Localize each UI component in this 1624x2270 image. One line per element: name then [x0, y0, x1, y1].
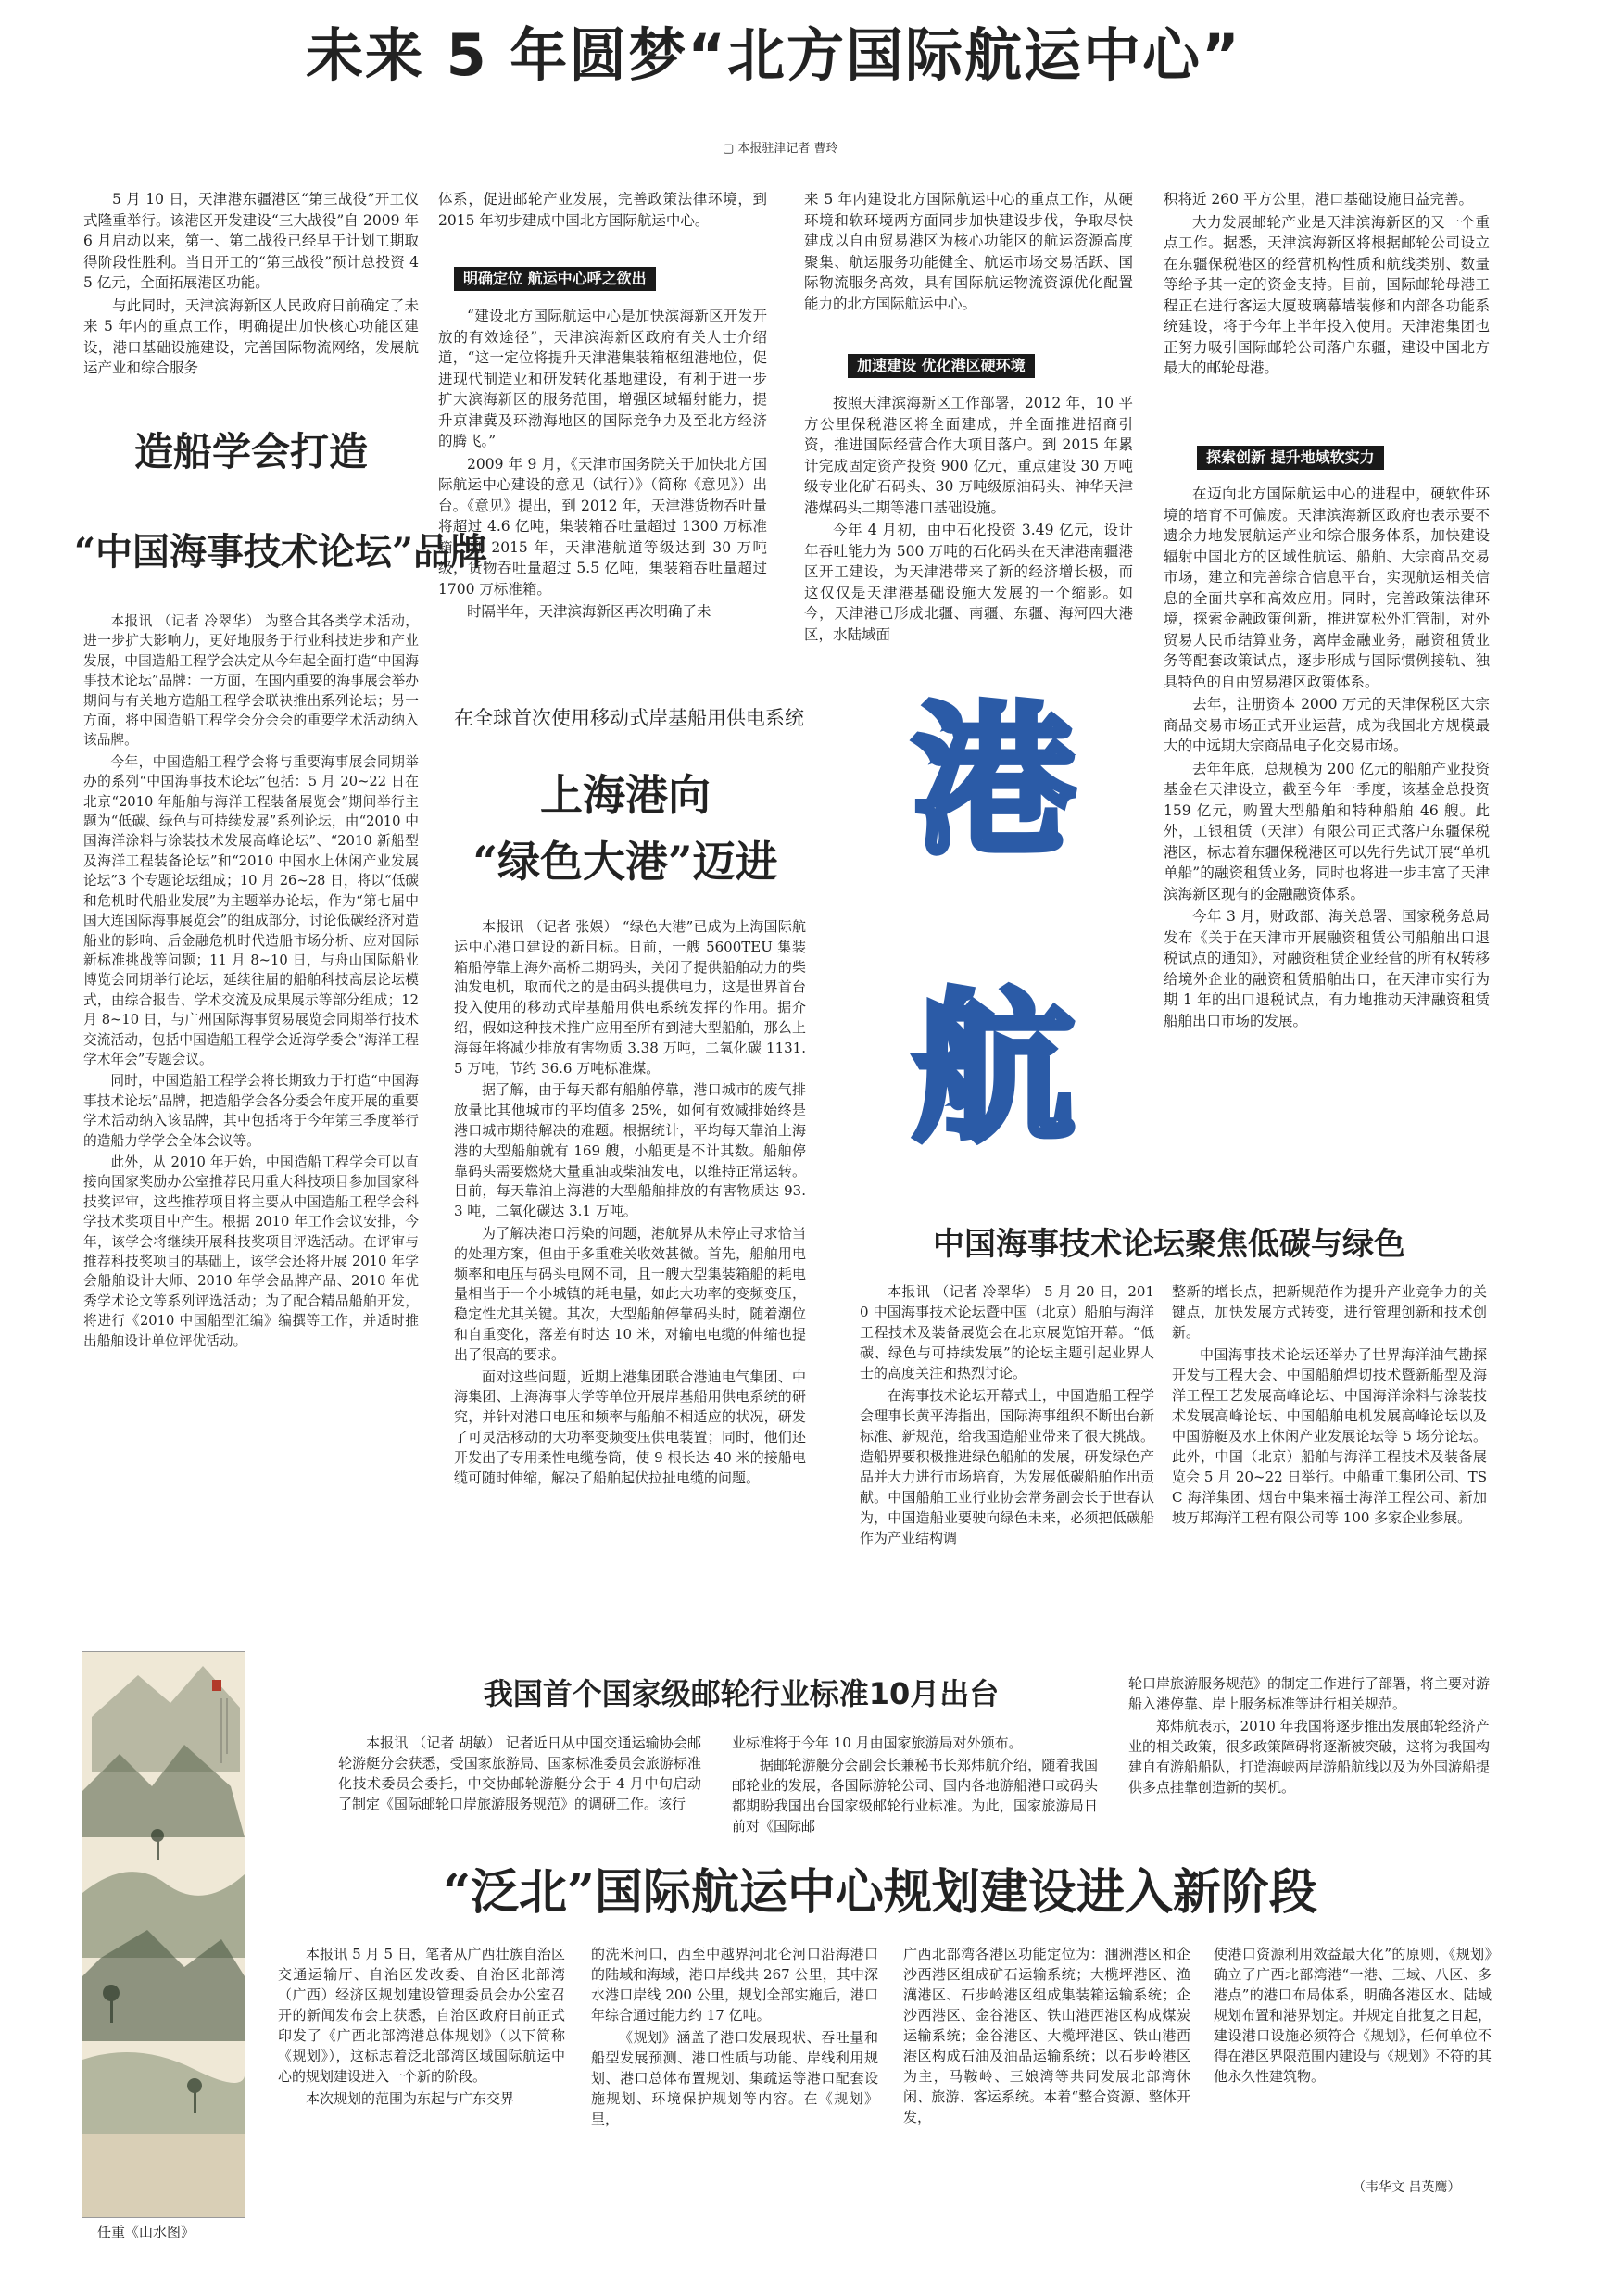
paragraph: 按照天津滨海新区工作部署，2012 年，10 平方公里保税港区将全面建成，并全面推进招商引资，推进国际经营合作大项目落户。到 2015 年累计完成固定资产投资 900 亿元，重点建设 30 万吨级专业化矿石码头、30 万吨级原油码头、神华天津港煤码头二期等港口基础设施。	[804, 395, 1133, 516]
paragraph: 整新的增长点，把新规范作为提升产业竞争力的关键点，加快发展方式转变，进行管理创新和技术创新。	[1172, 1283, 1487, 1341]
paragraph: 今年，中国造船工程学会将与重要海事展会同期举办的系列“中国海事技术论坛”包括：5 月 20~22 日在北京“2010 年船舶与海洋工程装备展览会”期间举行主题为“低碳、绿色与可持续发展”系列论坛，由“2010 中国海洋涂料与涂装技术发展高峰论坛”、“2010 新船型及海洋工程装备论坛”和“2010 中国水上休闲产业发展论坛”3 个专题论坛组成；10 月 26~28 日，将以“低碳和危机时代船业发展”为主题举办论坛，作为“第七届中国大连国际海事展览会”的组成部分，讨论低碳经济对造船业的影响、后金融危机时代造船市场分析、应对国际新标准挑战等问题；11 月 8~10 日，与舟山国际船业博览会同期举行论坛，延续往届的船舶科技高层论坛模式，由综合报告、学术交流及成果展示等部分组成；12 月 8~10 日，与广州国际海事贸易展览会同期举行技术交流活动，包括中国造船工程学会近海学委会“海洋工程学术年会”专题会议。	[83, 753, 419, 1067]
paragraph: 在海事技术论坛开幕式上，中国造船工程学会理事长黄平涛指出，国际海事组织不断出台新标准、新规范，给我国造船业带来了很大挑战。造船界要积极推进绿色船舶的发展，研发绿色产品并大力进行市场培育，为发展低碳船舶作出贡献。中国船舶工业行业协会常务副会长于世春认为，中国造船业要驶向绿色未来，必须把低碳船作为产业结构调	[860, 1387, 1154, 1546]
cruise-article-col2	[732, 1733, 1098, 1838]
painting-caption: 任重《山水图》	[97, 2224, 195, 2240]
paragraph: 本报讯 （记者 冷翠华） 5 月 20 日，2010 中国海事技术论坛暨中国（北京）船舶与海洋工程技术及装备展览会在北京展览馆开幕。“低碳、绿色与可持续发展”的论坛主题引起业界人士的高度关注和热烈讨论。	[860, 1283, 1154, 1381]
paragraph: 本报讯 （记者 张娱） “绿色大港”已成为上海国际航运中心港口建设的新目标。日前，一艘 5600TEU 集装箱船停靠上海外高桥二期码头，关闭了提供船舶动力的柴油发电机，取而代之的是由码头提供电力，这是世界首台投入使用的移动式岸基船用供电系统发挥的作用。据介绍，假如这种技术推广应用至所有到港大型船舶，那么上海每年将减少排放有害物质 3.38 万吨，二氧化碳 1131.5 万吨，节约 36.6 万吨标准煤。	[454, 918, 806, 1077]
paragraph: 大力发展邮轮产业是天津滨海新区的又一个重点工作。据悉，天津滨海新区将根据邮轮公司设立在东疆保税港区的经营机构性质和航线类别、数量等给予其一定的资金支持。目前，国际邮轮母港工程正在进行客运大厦玻璃幕墙装修和内部各功能系统建设，将于今年上半年投入使用。天津港集团也正努力吸引国际邮轮公司落户东疆，建设中国北方最大的邮轮母港。	[1164, 213, 1490, 376]
paragraph: 时隔半年，天津滨海新区再次明确了未	[467, 603, 711, 620]
paragraph: 《规划》涵盖了港口发展现状、吞吐量和船型发展预测、港口性质与功能、岸线利用规划、港口总体布置规划、集疏运等港口配套设施规划、环境保护规划等内容。在《规划》里，	[591, 2029, 878, 2127]
beibu-credit: （韦华文 吕英鹰）	[1353, 2180, 1461, 2195]
paragraph: 在迈向北方国际航运中心的进程中，硬软件环境的培育不可偏废。天津滨海新区政府也表示要不遗余力地发展航运产业和综合服务体系，加快建设辐射中国北方的区域性航运、船舶、大宗商品交易市场，建立和完善综合信息平台，实现航运相关信息的全面共享和高效应用。同时，完善政策法律环境，探索金融政策创新，推进宽松外汇管制，对外贸易人民币结算业务，离岸金融业务，融资租赁业务等配套政策试点，逐步形成与国际惯例接轨、独具特色的自由贸易港区政策体系。	[1164, 486, 1490, 690]
paragraph: 去年年底，总规模为 200 亿元的船舶产业投资基金在天津设立，截至今年一季度，该基金总投资 159 亿元，购置大型船舶和特种船舶 46 艘。此外，工银租赁（天津）有限公司正式落户东疆保税港区，标志着东疆保税港区可以先行先试开展“单机单船”的融资租赁业务，同时也将进一步丰富了天津滨海新区现有的金融融资体系。	[1164, 760, 1490, 902]
decorative-character-hang: 航	[913, 976, 1075, 1164]
lowcarbon-article-right	[1172, 1281, 1487, 1530]
cruise-article-col1	[338, 1733, 701, 1816]
cruise-article-col3	[1128, 1673, 1490, 1799]
paragraph: 积将近 260 平方公里，港口基础设施日益完善。	[1164, 191, 1473, 208]
shanghai-title-line2: “绿色大港”迈进	[472, 837, 778, 887]
paragraph: 同时，中国造船工程学会将长期致力于打造“中国海事技术论坛”品牌，把造船学会各分委会年度开展的重要学术活动纳入该品牌，其中包括将于今年第三季度举行的造船力学学会全体会议等。	[83, 1073, 419, 1149]
landscape-painting	[82, 1651, 245, 2218]
paragraph: 去年，注册资本 2000 万元的天津保税区大宗商品交易市场正式开业运营，成为我国北方规模最大的中远期大宗商品电子化交易市场。	[1164, 696, 1490, 754]
article-column-4	[1164, 189, 1490, 381]
paragraph: “建设北方国际航运中心是加快滨海新区开发开放的有效途径”，天津滨海新区政府有关人士介绍道，“这一定位将提升天津港集装箱枢纽港地位，促进现代制造业和研发转化基地建设，有利于进一步扩大滨海新区的服务范围，增强区域辐射能力，提升京津冀及环渤海地区的国际竞争力及至北方经济的腾飞。”	[438, 308, 767, 449]
paragraph: 使港口资源利用效益最大化”的原则，《规划》确立了广西北部湾港“一港、三域、八区、多港点”的港口布局体系，明确各港区水、陆域规划布置和港界划定。并规定自批复之日起，建设港口设施必须符合《规划》，任何单位不得在港区界限范围内建设与《规划》不符的其他永久性建筑物。	[1214, 1946, 1492, 2085]
paragraph: 据了解，由于每天都有船舶停靠，港口城市的废气排放量比其他城市的平均值多 25%，如何有效减排始终是港口城市期待解决的难题。根据统计，平均每天靠泊上海港的大型船舶就有 169 艘，小船更是不计其数。船舶停靠码头需要燃烧大量重油或柴油发电，以维持正常运转。目前，每天靠泊上海港的大型船舶排放的有害物质达 93.3 吨，二氧化碳达 3.1 万吨。	[454, 1081, 806, 1220]
paragraph: 的洗米河口，西至中越界河北仑河口沿海港口的陆域和海域，港口岸线共 267 公里，其中深水港口岸线 200 公里，规划全部实施后，港口年综合通过能力约 17 亿吨。	[591, 1946, 878, 2024]
paragraph: 与此同时，天津滨海新区人民政府日前确定了未来 5 年内的重点工作，明确提出加快核心功能区建设，港口基础设施建设，完善国际物流网络，发展航运产业和综合服务	[83, 296, 419, 376]
article-column-3b	[804, 393, 1133, 647]
beibu-article-col2	[591, 1944, 878, 2131]
paragraph: 本次规划的范围为东起与广东交界	[306, 2090, 515, 2107]
shanghai-article	[454, 917, 806, 1490]
lowcarbon-title: 中国海事技术论坛聚焦低碳与绿色	[933, 1226, 1405, 1263]
beibu-title: “泛北”国际航运中心规划建设进入新阶段	[443, 1864, 1317, 1921]
main-byline: ▢ 本报驻津记者 曹玲	[723, 142, 838, 156]
article-column-3	[804, 189, 1133, 316]
paragraph: 本报讯 （记者 冷翠华） 为整合其各类学术活动，进一步扩大影响力，更好地服务于行业科技进步和产业发展，中国造船工程学会决定从今年起全面打造“中国海事技术论坛”品牌：一方面，在国内重要的海事展会举办期间与有关地方造船工程学会联袂推出系列论坛；另一方面，将中国造船工程学会分会会的重要学术活动纳入该品牌。	[83, 613, 419, 749]
article-column-1	[83, 189, 419, 381]
paragraph: 轮口岸旅游服务规范》的制定工作进行了部署，将主要对游船入港停靠、岸上服务标准等进行相关规范。	[1128, 1675, 1491, 1712]
paragraph: 来 5 年内建设北方国际航运中心的重点工作，从硬环境和软环境两方面同步加快建设步伐，争取尽快建成以自由贸易港区为核心功能区的航运资源高度聚集、航运服务功能健全、航运市场交易活跃、国际物流服务高效，具有国际航运物流资源优化配置能力的北方国际航运中心。	[804, 191, 1133, 312]
article-column-2b	[438, 306, 767, 624]
lowcarbon-article-left	[860, 1281, 1154, 1550]
subheading-hard-environment: 加速建设 优化港区硬环境	[848, 354, 1035, 378]
beibu-article-col3	[903, 1944, 1190, 2129]
paragraph: 2009 年 9 月，《天津市国务院关于加快北方国际航运中心建设的意见（试行）》（简称《意见》）出台。《意见》提出，到 2012 年，天津港货物吞吐量将超过 4.6 亿吨，集装箱吞吐量超过 1300 万标准箱；到 2015 年，天津港航道等级达到 30 万吨级，货物吞吐量超过 5.5 亿吨，集装箱吞吐量超过 1700 万标准箱。	[438, 455, 767, 598]
subheading-positioning: 明确定位 航运中心呼之欲出	[454, 267, 656, 291]
forum-brand-title-line1: 造船学会打造	[133, 429, 368, 474]
beibu-article-col4	[1214, 1944, 1492, 2088]
paragraph: 郑炜航表示，2010 年我国将逐步推出发展邮轮经济产业的相关政策，很多政策障碍将逐渐被突破，这将为我国构建自有游船船队，打造海峡两岸游船航线以及为外国游船提供多点挂靠创造新的契机。	[1128, 1718, 1491, 1796]
paragraph: 今年 3 月，财政部、海关总署、国家税务总局发布《关于在天津市开展融资租赁公司船舶出口退税试点的通知》，对融资租赁企业经营的所有权转移给境外企业的融资租赁船舶出口，在天津市实行为期 1 年的出口退税试点，有力地推动天津融资租赁船舶出口市场的发展。	[1164, 908, 1490, 1029]
paragraph: 5 月 10 日，天津港东疆港区“第三战役”开工仪式隆重举行。该港区开发建设“三大战役”自 2009 年 6 月启动以来，第一、第二战役已经早于计划工期取得阶段性胜利。当日开工的“第三战役”预计总投资 45 亿元，全面拓展港区功能。	[83, 191, 419, 291]
article-column-2	[438, 189, 767, 233]
paragraph: 本报讯 5 月 5 日，笔者从广西壮族自治区交通运输厅、自治区发改委、自治区北部湾（广西）经济区规划建设管理委员会办公室召开的新闻发布会上获悉，自治区政府日前正式印发了《广西北部湾港总体规划》（以下简称《规划》），这标志着泛北部湾区域国际航运中心的规划建设进入一个新的阶段。	[278, 1946, 565, 2085]
shanghai-kicker: 在全球首次使用移动式岸基船用供电系统	[454, 707, 804, 729]
paragraph: 此外，从 2010 年开始，中国造船工程学会可以直接向国家奖励办公室推荐民用重大科技项目参加国家科技奖评审，这些推荐项目将主要从中国造船工程学会科学技术奖项目中产生。根据 2010 年工作会议安排，今年，该学会将继续开展科技奖项目评选活动。在评审与推荐科技奖项目的基础上，该学会还将开展 2010 年学会船舶设计大师、2010 年学会品牌产品、2010 年优秀学术论文等系列评选活动；为了配合精品船舶开发，将进行《2010 中国船型汇编》编撰等工作，并适时推出船舶设计单位评优活动。	[83, 1154, 419, 1349]
paragraph: 广西北部湾各港区功能定位为：涠洲港区和企沙西港区组成矿石运输系统；大榄坪港区、渔澫港区、石步岭港区组成集装箱运输系统；企沙西港区、金谷港区、铁山港西港区构成煤炭运输系统；金谷港区、大榄坪港区、铁山港西港区构成石油及油品运输系统；以石步岭港区为主，马鞍岭、三娘湾等共同发展北部湾休闲、旅游、客运系统。本着“整合资源、整体开发，	[903, 1946, 1190, 2125]
beibu-article-col1	[278, 1944, 565, 2111]
subheading-soft-power: 探索创新 提升地域软实力	[1197, 446, 1384, 470]
paragraph: 本报讯 （记者 胡敏） 记者近日从中国交通运输协会邮轮游艇分会获悉，受国家旅游局、国家标准委员会旅游标准化技术委员会委托，中交协邮轮游艇分会于 4 月中旬启动了制定《国际邮轮口岸旅游服务规范》的调研工作。该行	[338, 1734, 701, 1812]
shanghai-title-line1: 上海港向	[540, 770, 711, 820]
painting-artwork	[82, 1652, 245, 2217]
decorative-character-gang: 港	[913, 688, 1075, 876]
forum-brand-article	[83, 612, 419, 1353]
paragraph: 据邮轮游艇分会副会长兼秘书长郑炜航介绍，随着我国邮轮业的发展，各国际游轮公司、国内各地游船港口或码头都期盼我国出台国家级邮轮行业标准。为此，国家旅游局日前对《国际邮	[732, 1757, 1098, 1835]
paragraph: 面对这些问题，近期上港集团联合港迪电气集团、中海集团、上海海事大学等单位开展岸基船用供电系统的研究，并针对港口电压和频率与船舶不相适应的状况，研发了可灵活移动的大功率变频变压供电装置；同时，他们还开发出了专用柔性电缆卷筒，使 9 根长达 40 米的接船电缆可随时伸缩，解决了船舶起伏拉扯电缆的问题。	[454, 1368, 806, 1486]
paragraph: 业标准将于今年 10 月由国家旅游局对外颁布。	[732, 1734, 1023, 1751]
paragraph: 体系，促进邮轮产业发展，完善政策法律环境，到 2015 年初步建成中国北方国际航运中心。	[438, 191, 767, 229]
paragraph: 中国海事技术论坛还举办了世界海洋油气勘探开发与工程大会、中国船舶焊切技术暨新船型及海洋工程工艺发展高峰论坛、中国海洋涂料与涂装技术发展高峰论坛、中国船舶电机发展高峰论坛以及中国游艇及水上休闲产业发展论坛等 5 场分论坛。此外，中国（北京）船舶与海洋工程技术及装备展览会 5 月 20~22 日举行。中船重工集团公司、TSC 海洋集团、烟台中集来福士海洋工程公司、新加坡万邦海洋工程有限公司等 100 多家企业参展。	[1172, 1346, 1487, 1526]
article-column-4b	[1164, 484, 1490, 1033]
paragraph: 今年 4 月初，由中石化投资 3.49 亿元，设计年吞吐能力为 500 万吨的石化码头在天津港南疆港区开工建设，为天津港带来了新的经济增长极，而这仅仅是天津港基础设施大发展的一个缩影。如今，天津港已形成北疆、南疆、东疆、海河四大港区，水陆域面	[804, 522, 1133, 643]
main-title: 未来 5 年圆梦“北方国际航运中心”	[306, 21, 1241, 89]
cruise-title: 我国首个国家级邮轮行业标准10月出台	[483, 1676, 1000, 1711]
paragraph: 为了解决港口污染的问题，港航界从未停止寻求恰当的处理方案，但由于多重难关收效甚微。首先，船舶用电频率和电压与码头电网不同，且一艘大型集装箱船的耗电量相当于一个小城镇的耗电量，如此大功率的变频变压，稳定性尤其关键。其次，大型船舶停靠码头时，随着潮位和自重变化，落差有时达 10 米，对输电电缆的伸缩也提出了很高的要求。	[454, 1224, 806, 1363]
forum-brand-title-line2: “中国海事技术论坛”品牌	[74, 530, 488, 574]
